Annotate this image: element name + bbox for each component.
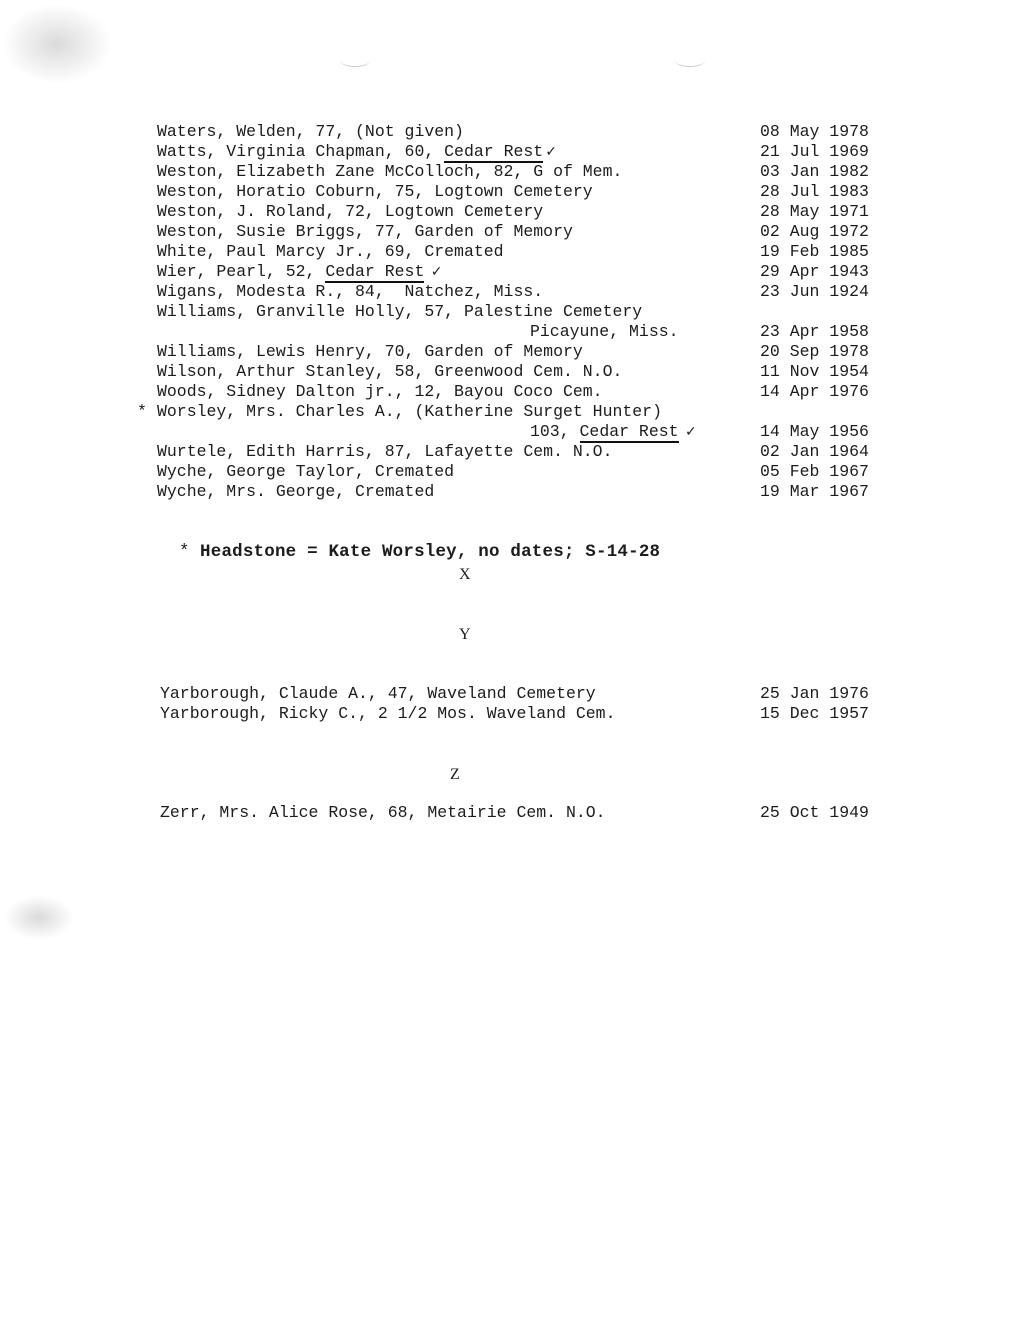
table-row: [0, 282, 1020, 302]
table-row: [0, 442, 1020, 462]
entry-date: 25 Oct 1949: [760, 803, 869, 822]
table-row: [0, 342, 1020, 362]
table-row: [0, 382, 1020, 402]
section-letter-x: X: [459, 566, 471, 583]
section-letter-y: Y: [459, 626, 471, 643]
table-row: [0, 202, 1020, 222]
entry-text-continuation: Picayune, Miss.: [530, 322, 679, 341]
table-row: [0, 122, 1020, 142]
entry-date: 19 Feb 1985: [760, 242, 869, 261]
entry-date: 03 Jan 1982: [760, 162, 869, 181]
entry-text-continuation: [530, 422, 697, 442]
table-row: [0, 262, 1020, 282]
entry-text: Williams, Granville Holly, 57, Palestine Cemetery: [157, 302, 643, 321]
checkmark-icon: ✓: [426, 264, 443, 280]
footnote-marker: *: [137, 402, 147, 421]
table-row: [0, 242, 1020, 262]
entry-date: 28 May 1971: [760, 202, 869, 221]
entry-date: 29 Apr 1943: [760, 262, 869, 281]
entry-date: 23 Apr 1958: [760, 322, 869, 341]
cemetery-underlined: Cedar Rest: [325, 262, 425, 281]
entry-text: Yarborough, Ricky C., 2 1/2 Mos. Waveland Cem.: [160, 704, 616, 723]
entry-date: 14 Apr 1976: [760, 382, 869, 401]
table-row: [0, 402, 1020, 422]
entry-text: Weston, Elizabeth Zane McColloch, 82, G of Mem.: [157, 162, 623, 181]
entry-text: Weston, J. Roland, 72, Logtown Cemetery: [157, 202, 544, 221]
entry-date: 25 Jan 1976: [760, 684, 869, 703]
checkmark-icon: ✓: [680, 424, 697, 440]
table-row: [0, 803, 1020, 823]
punch-mark-right: [675, 54, 705, 67]
table-row: [0, 704, 1020, 724]
entry-text: [157, 142, 557, 162]
entry-date: 21 Jul 1969: [760, 142, 869, 161]
entry-age: 103,: [530, 422, 580, 441]
footnote-text: Headstone = Kate Worsley, no dates; S-14-28: [200, 542, 661, 562]
entry-text: Yarborough, Claude A., 47, Waveland Cemetery: [160, 684, 596, 703]
entry-date: 19 Mar 1967: [760, 482, 869, 501]
table-row: [0, 302, 1020, 322]
entry-text: Wilson, Arthur Stanley, 58, Greenwood Cem. N.O.: [157, 362, 623, 381]
entry-date: 11 Nov 1954: [760, 362, 869, 381]
entry-date: 23 Jun 1924: [760, 282, 869, 301]
entry-date: 02 Aug 1972: [760, 222, 869, 241]
entry-text: White, Paul Marcy Jr., 69, Cremated: [157, 242, 504, 261]
entry-date: 08 May 1978: [760, 122, 869, 141]
table-row-continuation: [0, 322, 1020, 342]
entry-text: Waters, Welden, 77, (Not given): [157, 122, 464, 141]
table-row: [0, 222, 1020, 242]
scan-smudge-left: [4, 895, 74, 940]
footnote: [137, 519, 660, 585]
entry-text: Wyche, Mrs. George, Cremated: [157, 482, 435, 501]
entry-date: 15 Dec 1957: [760, 704, 869, 723]
cemetery-underlined: Cedar Rest: [579, 422, 679, 441]
entry-text: Woods, Sidney Dalton jr., 12, Bayou Coco Cem.: [157, 382, 603, 401]
entry-text: Wyche, George Taylor, Cremated: [157, 462, 455, 481]
table-row: [0, 182, 1020, 202]
entry-text: Weston, Horatio Coburn, 75, Logtown Cemetery: [157, 182, 593, 201]
section-letter-z: Z: [450, 766, 460, 783]
entry-name: Wier, Pearl, 52,: [157, 262, 326, 281]
table-row: [0, 142, 1020, 162]
table-row: [0, 462, 1020, 482]
checkmark-icon: ✓: [545, 144, 557, 160]
entry-name: Watts, Virginia Chapman, 60,: [157, 142, 445, 161]
entry-date: 05 Feb 1967: [760, 462, 869, 481]
entry-text: Zerr, Mrs. Alice Rose, 68, Metairie Cem. N.O.: [160, 803, 606, 822]
table-row: [0, 162, 1020, 182]
table-row: [0, 362, 1020, 382]
footnote-marker: *: [179, 542, 190, 562]
entry-text: Williams, Lewis Henry, 70, Garden of Memory: [157, 342, 583, 361]
entry-text: [157, 262, 443, 282]
table-row: [0, 482, 1020, 502]
table-row-continuation: [0, 422, 1020, 442]
entry-date: 20 Sep 1978: [760, 342, 869, 361]
punch-mark-left: [340, 54, 370, 67]
scan-smudge-top-left: [2, 4, 112, 84]
entry-text: Wigans, Modesta R., 84, Natchez, Miss.: [157, 282, 544, 301]
cemetery-underlined: Cedar Rest: [444, 142, 544, 161]
entry-text: Wurtele, Edith Harris, 87, Lafayette Cem. N.O.: [157, 442, 613, 461]
entry-text: Weston, Susie Briggs, 77, Garden of Memory: [157, 222, 573, 241]
entry-date: 02 Jan 1964: [760, 442, 869, 461]
entry-date: 14 May 1956: [760, 422, 869, 441]
entry-date: 28 Jul 1983: [760, 182, 869, 201]
table-row: [0, 684, 1020, 704]
entry-text: Worsley, Mrs. Charles A., (Katherine Surget Hunter): [157, 402, 662, 421]
